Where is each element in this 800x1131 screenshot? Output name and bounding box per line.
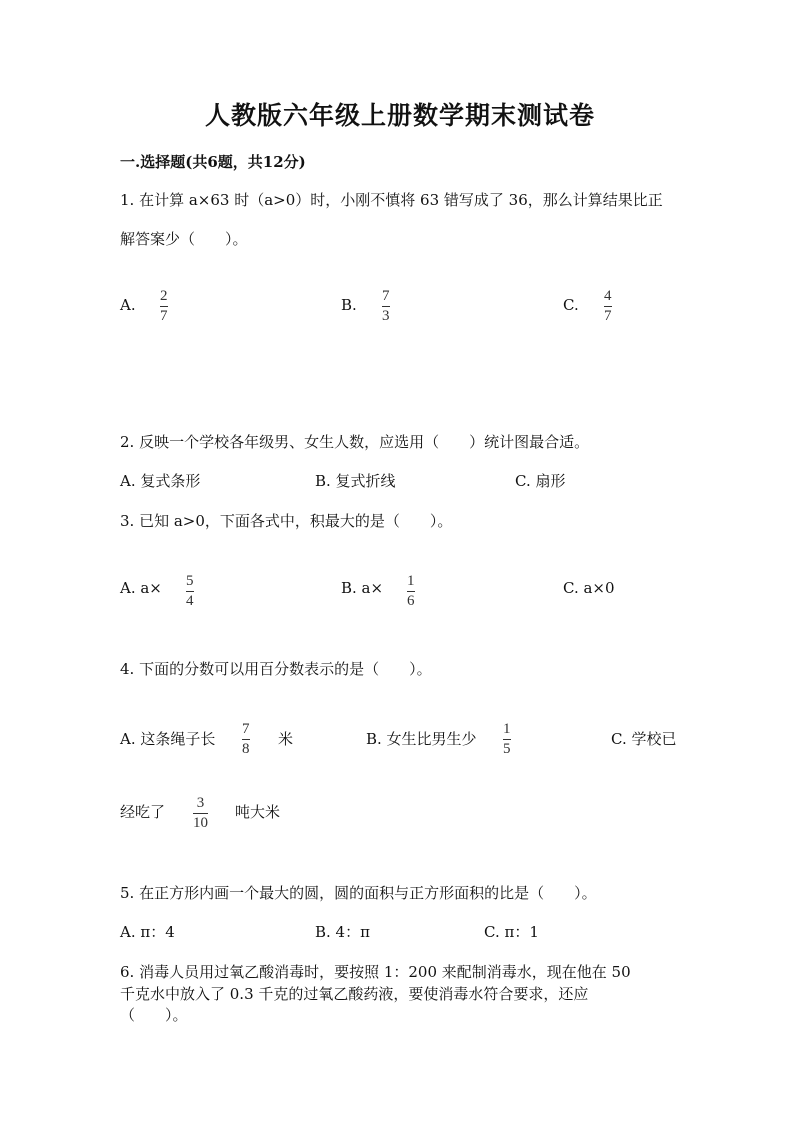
question-4: 4. 下面的分数可以用百分数表示的是（ ）。 (120, 660, 432, 678)
q1-option-a-label: A. (120, 296, 136, 314)
section-heading: 一.选择题(共6题，共12分) (120, 153, 306, 171)
numerator: 2 (160, 288, 168, 304)
q4-option-a-fraction (242, 721, 250, 758)
question-1-line-1: 1. 在计算 a×63 时（a>0）时，小刚不慎将 63 错写成了 36，那么计算结果比正 (120, 191, 663, 209)
numerator: 1 (407, 573, 415, 589)
q5-option-a: A. π：4 (120, 923, 175, 941)
fraction-bar (604, 306, 612, 307)
numerator: 3 (196, 795, 205, 811)
q3-option-b-fraction (407, 573, 415, 610)
question-6-line-1: 6. 消毒人员用过氧乙酸消毒时，要按照 1：200 来配制消毒水，现在他在 50 (120, 963, 631, 981)
fraction-bar (503, 739, 511, 740)
q4-option-a-label: A. 这条绳子长 (120, 730, 216, 748)
question-5: 5. 在正方形内画一个最大的圆，圆的面积与正方形面积的比是（ ）。 (120, 884, 597, 902)
fraction-bar (186, 591, 194, 592)
denominator: 4 (186, 593, 194, 609)
q4-option-c-unit: 吨大米 (235, 803, 281, 821)
denominator: 7 (604, 308, 612, 324)
q1-option-c-fraction (604, 288, 612, 325)
denominator: 7 (160, 308, 168, 324)
denominator: 8 (242, 741, 250, 757)
fraction-bar (382, 306, 390, 307)
denominator: 6 (407, 593, 415, 609)
q3-option-c: C. a×0 (563, 579, 615, 597)
question-6-line-3: （ ）。 (120, 1006, 188, 1024)
q4-option-c-fraction (193, 795, 208, 832)
numerator: 1 (503, 721, 511, 737)
q5-option-b: B. 4：π (315, 923, 370, 941)
q4-option-b-label: B. 女生比男生少 (366, 730, 477, 748)
q2-option-b: B. 复式折线 (315, 472, 396, 490)
q5-option-c: C. π：1 (484, 923, 539, 941)
q1-option-b-label: B. (341, 296, 357, 314)
fraction-bar (160, 306, 168, 307)
page-title: 人教版六年级上册数学期末测试卷 (204, 101, 595, 130)
numerator: 5 (186, 573, 194, 589)
q2-option-c: C. 扇形 (515, 472, 566, 490)
fraction-bar (193, 813, 208, 814)
q2-option-a: A. 复式条形 (120, 472, 201, 490)
question-6-line-2: 千克水中放入了 0.3 千克的过氧乙酸药液，要使消毒水符合要求，还应 (120, 985, 589, 1003)
question-1-line-2: 解答案少（ ）。 (120, 230, 248, 248)
denominator: 3 (382, 308, 390, 324)
question-2: 2. 反映一个学校各年级男、女生人数，应选用（ ）统计图最合适。 (120, 433, 590, 451)
q3-option-b-label: B. a× (341, 579, 384, 597)
numerator: 7 (242, 721, 250, 737)
fraction-bar (407, 591, 415, 592)
question-3: 3. 已知 a>0，下面各式中，积最大的是（ ）。 (120, 512, 453, 530)
q1-option-b-fraction (382, 288, 390, 325)
denominator: 10 (193, 815, 208, 831)
fraction-bar (242, 739, 250, 740)
q4-option-c-continued: 经吃了 (120, 803, 166, 821)
q3-option-a-label: A. a× (120, 579, 162, 597)
q4-option-a-unit: 米 (278, 730, 294, 748)
numerator: 4 (604, 288, 612, 304)
denominator: 5 (503, 741, 511, 757)
q3-option-a-fraction (186, 573, 194, 610)
q4-option-c-label: C. 学校已 (611, 730, 677, 748)
q1-option-c-label: C. (563, 296, 579, 314)
q1-option-a-fraction (160, 288, 168, 325)
numerator: 7 (382, 288, 390, 304)
q4-option-b-fraction (503, 721, 511, 758)
